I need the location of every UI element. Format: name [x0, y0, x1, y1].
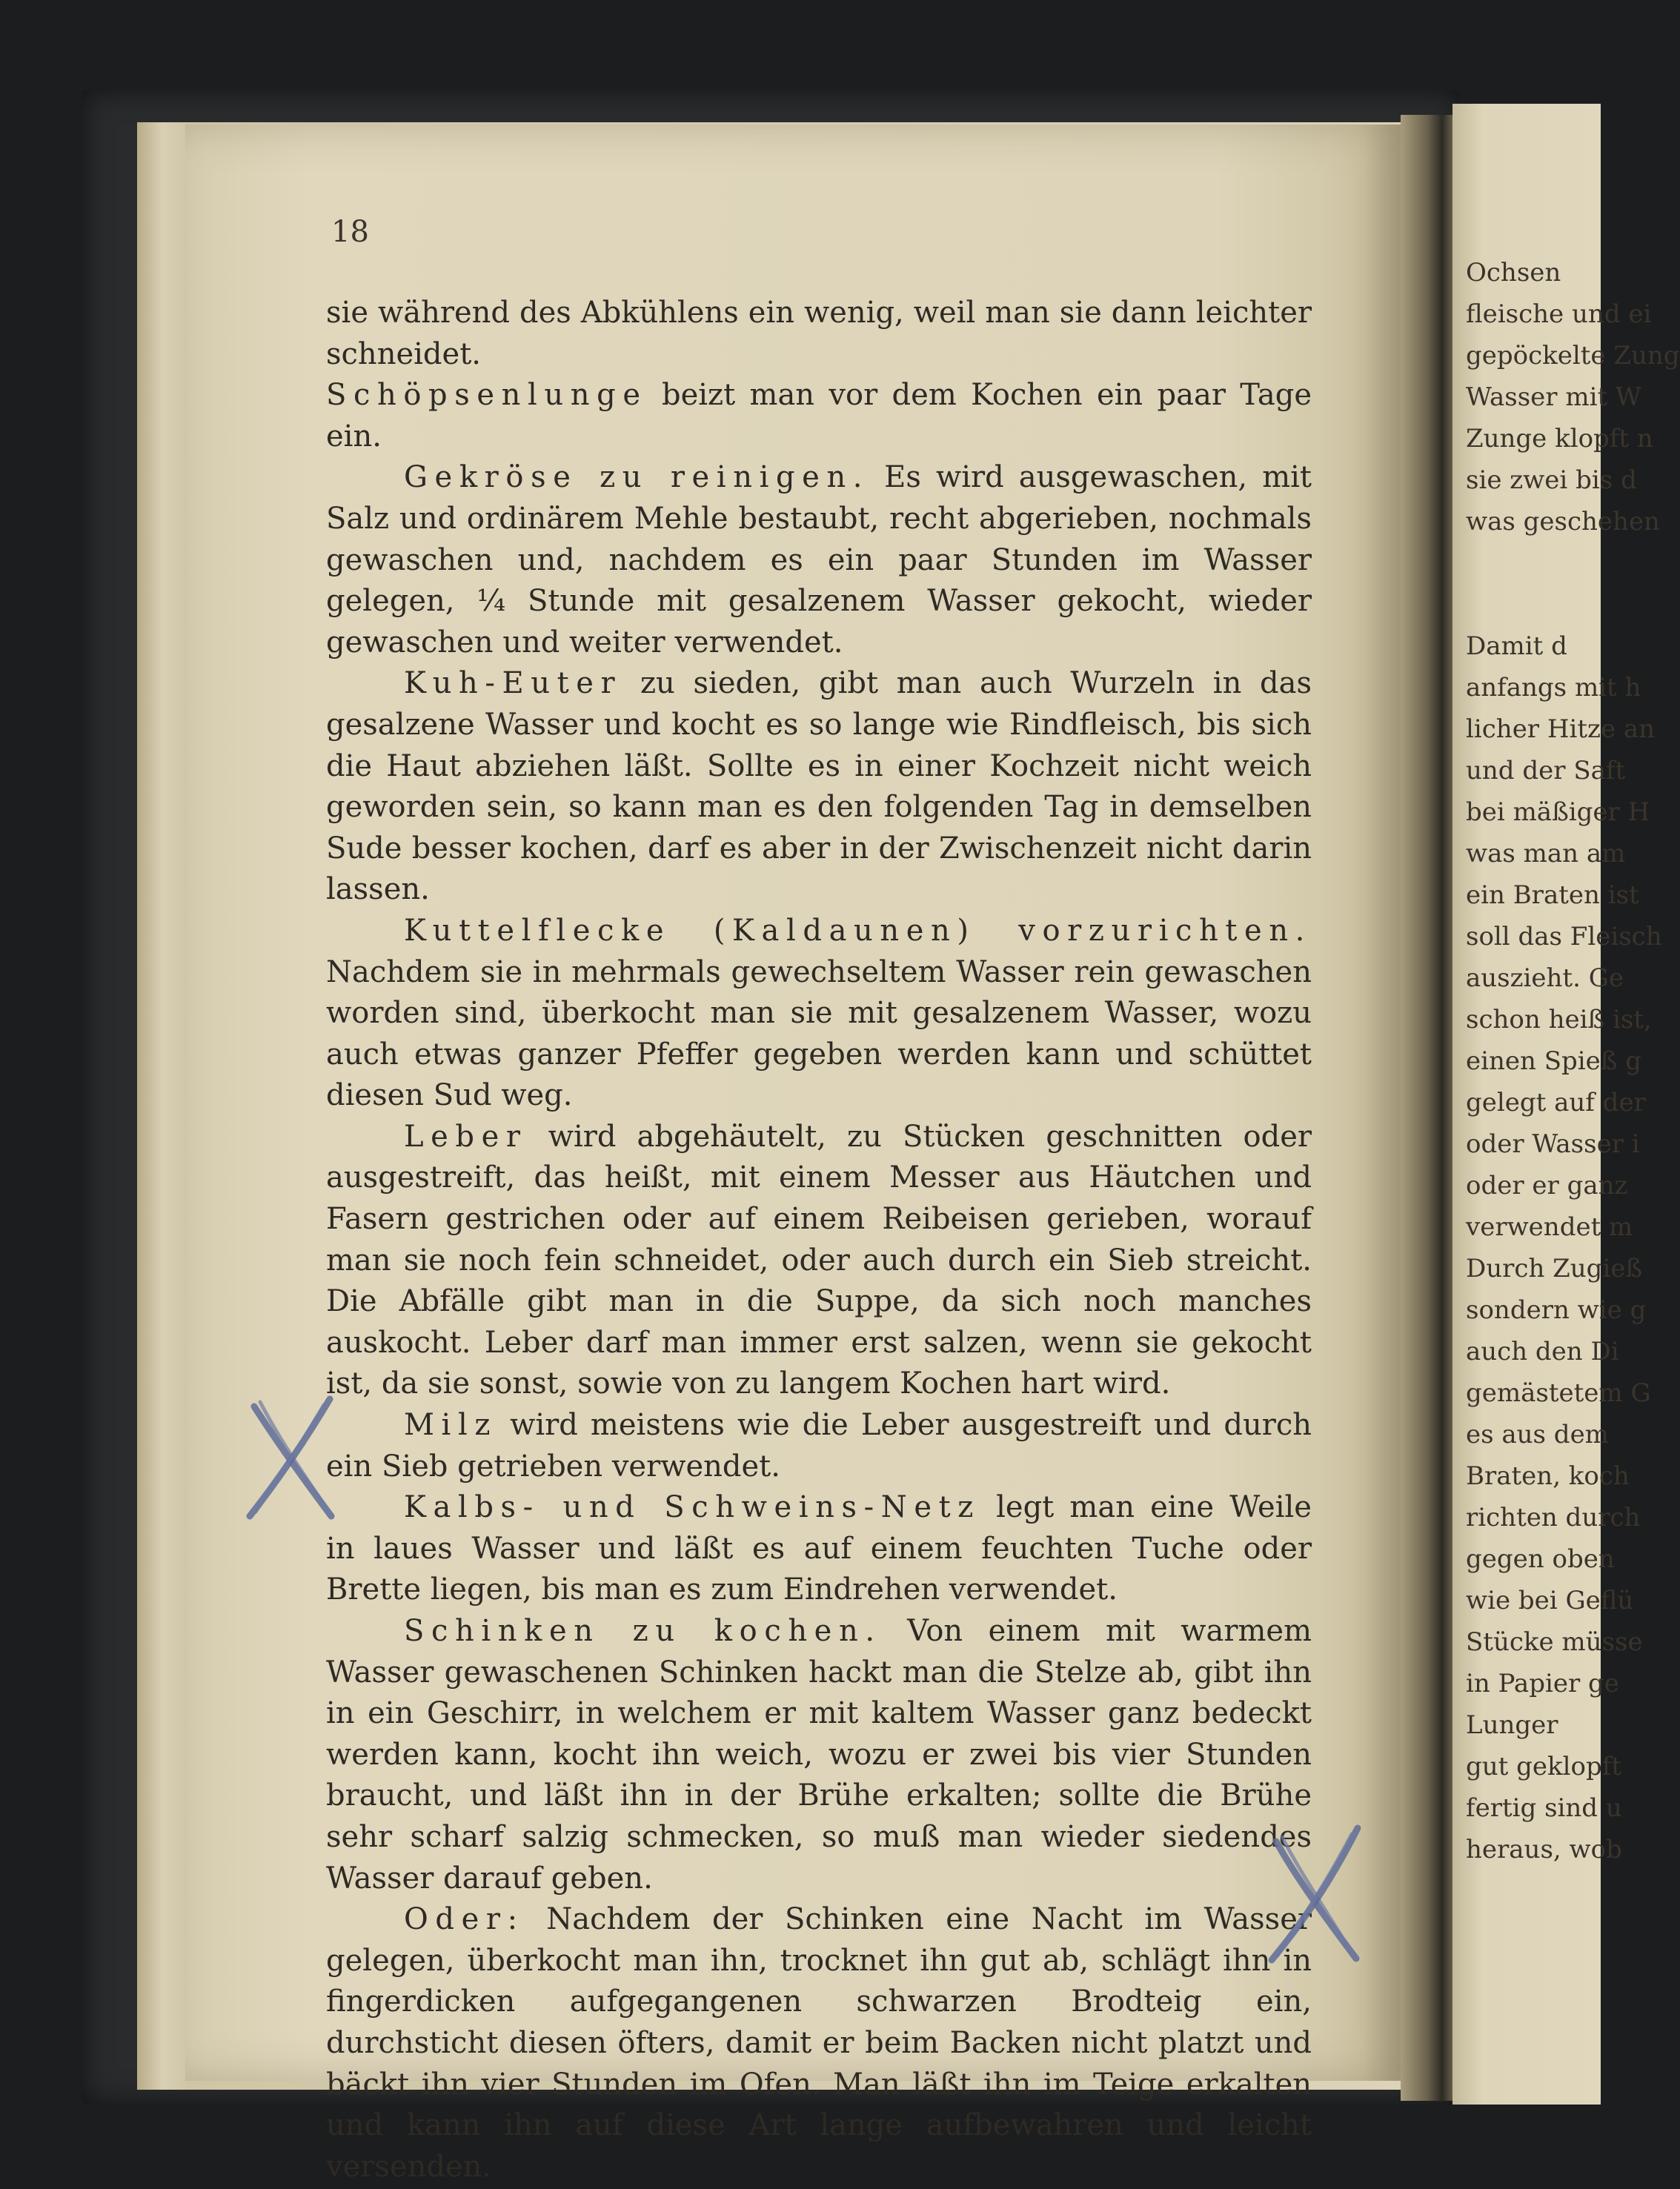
paragraph-text: zu sieden, gibt man auch Wurzeln in das gesalzene Wasser und kocht es so lange wie Rindfleisch, bis sich die Haut abziehen läßt. Sollte es in einer Kochzeit nicht weich geworden sein, so kann man es den folgenden Tag in demselben Sude besser kochen, darf es aber in der Zwischenzeit nicht darin lassen.: [326, 666, 1312, 907]
right-page-line: was geschehen: [1466, 507, 1660, 537]
right-page-line: Stücke müsse: [1466, 1627, 1643, 1657]
paragraph-lead: Kuh-Euter: [404, 666, 622, 701]
right-page-line: gelegt auf der: [1466, 1088, 1646, 1117]
paragraph: [326, 911, 1312, 1117]
right-page-line: Ochsen: [1466, 258, 1561, 288]
paragraph-lead: Kuttelflecke (Kaldaunen) vorzurichten.: [404, 913, 1312, 948]
right-page-line: gut geklopft: [1466, 1752, 1621, 1781]
right-page-line: fleische und ei: [1466, 299, 1652, 329]
paragraph-lead: Gekröse zu reinigen.: [404, 460, 870, 495]
paragraph: [326, 1487, 1312, 1611]
paragraph-text: Es wird ausgewaschen, mit Salz und ordinärem Mehle bestaubt, recht abgerieben, nochmals gewaschen und, nachdem es ein paar Stunden im Wasser gelegen, ¼ Stunde mit gesalzenem Wasser gekocht, wieder gewaschen und weiter verwendet.: [326, 460, 1312, 660]
paragraph-text: beizt man vor dem Kochen ein paar Tage ein.: [326, 378, 1312, 454]
right-page-line: und der Saft: [1466, 756, 1626, 785]
right-page-line: oder er ganz: [1466, 1171, 1628, 1200]
right-page-line: licher Hitze an: [1466, 714, 1656, 744]
paragraph-lead: Schöpsenlunge: [326, 378, 648, 413]
right-page-line: Wasser mit W: [1466, 382, 1641, 412]
paragraph-lead: Leber: [404, 1119, 528, 1154]
paragraph-text: wird meistens wie die Leber ausgestreift und durch ein Sieb getrieben verwendet.: [326, 1408, 1312, 1484]
paragraph-text: wird abgehäutelt, zu Stücken geschnitten oder ausgestreift, das heißt, mit einem Messer aus Häutchen und Fasern gestrichen oder auf einem Reibeisen gerieben, worauf man sie noch fein schneidet, oder auch durch ein Sieb streicht. Die Abfälle gibt man in die Suppe, da sich noch manches auskocht. Leber darf man immer erst salzen, wenn sie gekocht ist, da sie sonst, sowie von zu langem Kochen hart wird.: [326, 1119, 1312, 1401]
paragraph-lead: Schinken zu kochen.: [404, 1614, 882, 1648]
book-gutter: [1401, 115, 1460, 2101]
right-page-line: wie bei Geflü: [1466, 1586, 1634, 1615]
paragraph: [326, 1405, 1312, 1487]
right-page-line: Damit d: [1466, 631, 1567, 661]
right-page-line: einen Spieß g: [1466, 1046, 1642, 1076]
right-page-line: [1466, 542, 1629, 625]
paragraph: [326, 375, 1312, 457]
right-page-line: in Papier ge: [1466, 1669, 1619, 1698]
right-page-line: sondern wie g: [1466, 1295, 1647, 1325]
right-page-line: sie zwei bis d: [1466, 465, 1637, 495]
page-number: 18: [331, 215, 369, 249]
paragraph: [326, 457, 1312, 663]
right-page-line: auszieht. Ge: [1466, 963, 1624, 993]
right-page-line: auch den Di: [1466, 1337, 1619, 1366]
right-page-line: schon heiß ist,: [1466, 1005, 1652, 1034]
right-page-line: Durch Zugieß: [1466, 1254, 1643, 1283]
paragraph: [326, 293, 1312, 375]
paragraph-text: Nachdem der Schinken eine Nacht im Wasser gelegen, überkocht man ihn, trocknet ihn gut ab, schlägt ihn in fingerdicken aufgegangenen schwarzen Brodteig ein, durchsticht diesen öfters, damit er beim Backen nicht platzt und bäckt ihn vier Stunden im Ofen. Man läßt ihn im Teige erkalten und kann ihn auf diese Art lange aufbewahren und leicht versenden.: [326, 1902, 1312, 2184]
paragraph-text: Von einem mit warmem Wasser gewaschenen Schinken hackt man die Stelze ab, gibt ihn in ein Geschirr, in welchem er mit kaltem Wasser ganz bedeckt werden kann, kocht ihn weich, wozu er zwei bis vier Stunden braucht, und läßt ihn in der Brühe erkalten; sollte die Brühe sehr scharf salzig schmecken, so muß man wieder siedendes Wasser darauf geben.: [326, 1614, 1312, 1896]
paragraph: [326, 663, 1312, 911]
right-page-line: oder Wasser i: [1466, 1129, 1640, 1159]
right-page-line: gemästetem G: [1466, 1378, 1651, 1408]
right-page: [1452, 104, 1680, 2105]
right-page-line: richten durch: [1466, 1503, 1641, 1532]
right-page-text: [1466, 252, 1680, 1870]
paragraph: [326, 1117, 1312, 1405]
paragraph-text: sie während des Abkühlens ein wenig, weil man sie dann leichter schneidet.: [326, 296, 1312, 371]
paragraph: [326, 1899, 1312, 2188]
right-page-line: heraus, wob: [1466, 1835, 1622, 1864]
right-page-line: Braten, koch: [1466, 1461, 1630, 1491]
right-page-line: fertig sind u: [1466, 1793, 1622, 1823]
right-page-line: ein Braten ist: [1466, 880, 1639, 910]
right-page-line: soll das Fleisch: [1466, 922, 1662, 951]
paragraph-lead: Milz: [404, 1408, 498, 1443]
pencil-x-mark-right: [1260, 1819, 1371, 1967]
paragraph-lead: Kalbs- und Schweins-Netz: [404, 1490, 980, 1525]
pencil-x-mark-left: [241, 1386, 345, 1527]
right-page-line: verwendet m: [1466, 1212, 1633, 1242]
right-page-line: bei mäßiger H: [1466, 797, 1650, 827]
right-page-line: es aus dem: [1466, 1420, 1609, 1449]
right-page-line: was man am: [1466, 839, 1626, 868]
paragraph-text: legt man eine Weile in laues Wasser und läßt es auf einem feuchten Tuche oder Brette liegen, bis man es zum Eindrehen verwendet.: [326, 1490, 1312, 1607]
right-page-line: gepöckelte Zung: [1466, 341, 1680, 371]
paragraph: [326, 1611, 1312, 1899]
paragraph-text: Nachdem sie in mehrmals gewechseltem Wasser rein gewaschen worden sind, überkocht man sie mit gesalzenem Wasser, wozu auch etwas ganzer Pfeffer gegeben werden kann und schüttet diesen Sud weg.: [326, 954, 1312, 1113]
right-page-line: anfangs mit h: [1466, 673, 1641, 702]
right-page-line: Zunge klopft n: [1466, 424, 1653, 454]
right-page-line: gegen oben: [1466, 1544, 1615, 1574]
page-body-text: [326, 293, 1312, 2188]
right-page-line: Lunger: [1466, 1710, 1558, 1740]
paragraph-lead: Oder:: [404, 1902, 525, 1937]
